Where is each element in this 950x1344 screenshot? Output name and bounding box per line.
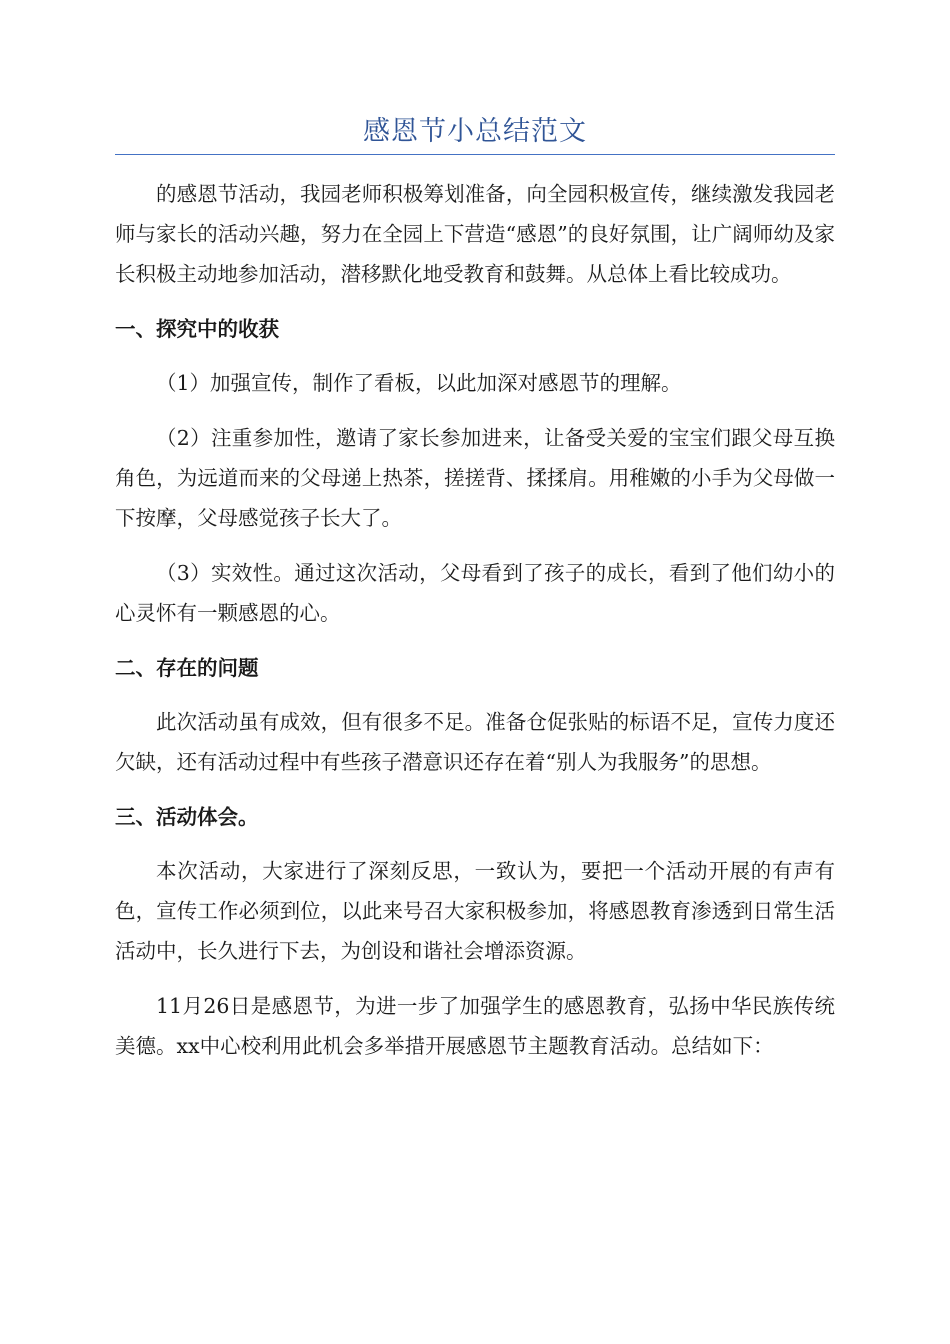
paragraph-reflection: 本次活动，大家进行了深刻反思，一致认为，要把一个活动开展的有声有色，宣传工作必须到位，以此来号召大家积极参加，将感恩教育渗透到日常生活活动中，长久进行下去，为创设和谐社会增添资源。 <box>115 859 835 963</box>
paragraph-item-1: （1）加强宣传，制作了看板，以此加深对感恩节的理解。 <box>156 371 682 395</box>
paragraph-intro: 的感恩节活动，我园老师积极筹划准备，向全园积极宣传，继续激发我园老师与家长的活动兴趣，努力在全园上下营造“感恩”的良好氛围，让广阔师幼及家长积极主动地参加活动，潜移默化地受教育和鼓舞。从总体上看比较成功。 <box>115 182 835 286</box>
document-title: 感恩节小总结范文 <box>363 116 587 147</box>
paragraph-problems: 此次活动虽有成效，但有很多不足。准备仓促张贴的标语不足，宣传力度还欠缺，还有活动过程中有些孩子潜意识还存在着“别人为我服务”的思想。 <box>115 710 835 774</box>
document-body <box>115 174 835 1081</box>
section-heading-gains: 一、探究中的收获 <box>115 317 279 341</box>
section-heading-reflection: 三、活动体会。 <box>115 805 259 829</box>
title-underline <box>115 154 835 155</box>
paragraph-item-3: （3）实效性。通过这次活动，父母看到了孩子的成长，看到了他们幼小的心灵怀有一颗感恩的心。 <box>115 561 835 625</box>
paragraph-summary: 11月26日是感恩节，为进一步了加强学生的感恩教育，弘扬中华民族传统美德。xx中心校利用此机会多举措开展感恩节主题教育活动。总结如下： <box>115 994 835 1058</box>
paragraph-item-2: （2）注重参加性，邀请了家长参加进来，让备受关爱的宝宝们跟父母互换角色，为远道而来的父母递上热茶，搓搓背、揉揉肩。用稚嫩的小手为父母做一下按摩，父母感觉孩子长大了。 <box>115 426 835 530</box>
section-heading-problems: 二、存在的问题 <box>115 656 259 680</box>
